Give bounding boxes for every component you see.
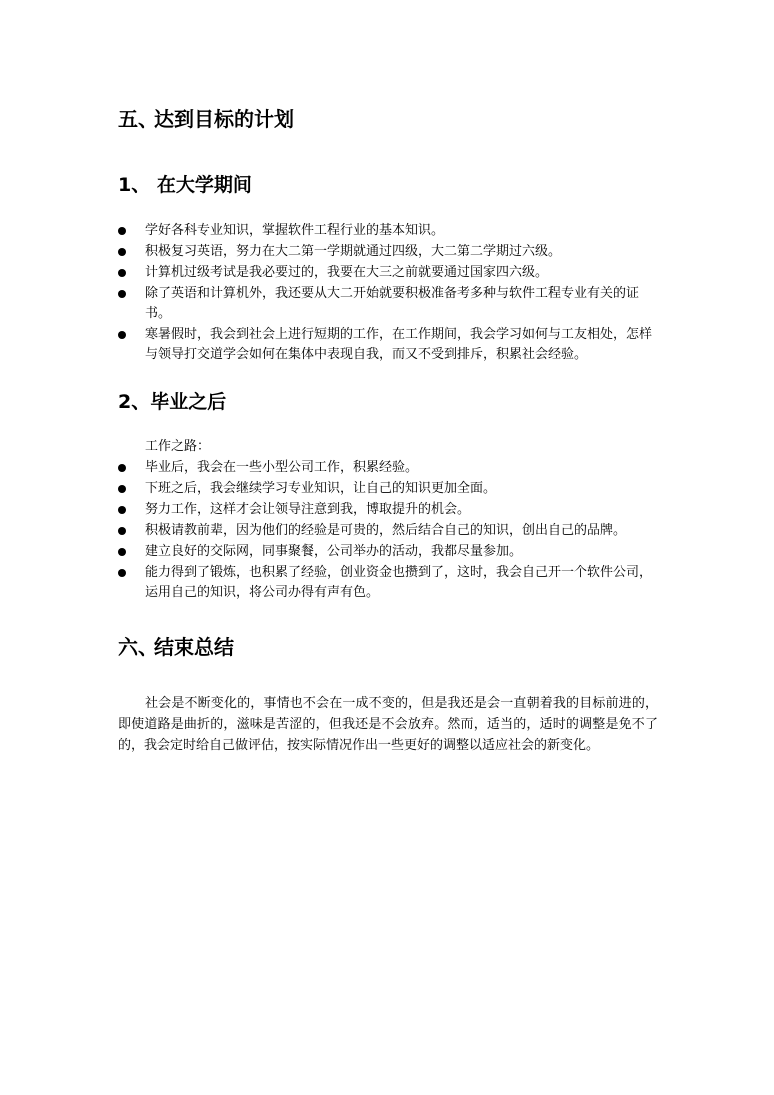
list-item-text: 计算机过级考试是我必要过的，我要在大三之前就要通过国家四六级。 [145, 265, 549, 280]
list-item [118, 221, 663, 241]
bullet-icon [118, 548, 126, 556]
bullet-icon [118, 569, 126, 577]
list-item-text: 毕业后，我会在一些小型公司工作，积累经验。 [145, 460, 419, 475]
after-graduation-list [118, 458, 663, 604]
bullet-icon [118, 227, 126, 235]
section-six-number: 六、 [118, 635, 158, 659]
bullet-icon [118, 464, 126, 472]
work-path-intro: 工作之路： [145, 439, 211, 454]
bullet-icon [118, 485, 126, 493]
section-five-number: 五、 [118, 107, 158, 131]
list-item [118, 521, 663, 541]
list-item [118, 325, 663, 365]
list-item-text: 除了英语和计算机外，我还要从大二开始就要积极准备考多种与软件工程专业有关的证书。 [145, 286, 640, 321]
list-item [118, 563, 663, 603]
university-plan-list [118, 221, 663, 366]
list-item [118, 479, 663, 499]
subsection-after-graduation-heading: 2、毕业之后 [118, 391, 227, 413]
list-item-text: 建立良好的交际网，同事聚餐，公司举办的活动，我都尽量参加。 [145, 544, 523, 559]
list-item [118, 284, 663, 324]
section-five-heading [118, 106, 294, 132]
bullet-icon [118, 527, 126, 535]
section-five-title: 达到目标的计划 [154, 107, 294, 131]
bullet-icon [118, 269, 126, 277]
list-item [118, 458, 663, 478]
list-item-text: 下班之后，我会继续学习专业知识，让自己的知识更加全面。 [145, 481, 497, 496]
list-item-text: 努力工作，这样才会让领导注意到我，博取提升的机会。 [145, 502, 471, 517]
list-item [118, 542, 663, 562]
list-item-text: 寒暑假时，我会到社会上进行短期的工作，在工作期间，我会学习如何与工友相处，怎样与领导打交道学会如何在集体中表现自我，而又不受到排斥，积累社会经验。 [145, 327, 653, 362]
bullet-icon [118, 290, 126, 298]
bullet-icon [118, 248, 126, 256]
list-item-text: 学好各科专业知识，掌握软件工程行业的基本知识。 [145, 223, 445, 238]
conclusion-paragraph: 社会是不断变化的，事情也不会在一成不变的，但是我还是会一直朝着我的目标前进的，即使道路是曲折的，滋味是苦涩的，但我还是不会放弃。然而，适当的，适时的调整是免不了的，我会定时给自己做评估，按实际情况作出一些更好的调整以适应社会的新变化。 [118, 696, 658, 753]
list-item [118, 500, 663, 520]
list-item-text: 积极复习英语，努力在大二第一学期就通过四级，大二第二学期过六级。 [145, 244, 562, 259]
section-six-title: 结束总结 [154, 635, 234, 659]
bullet-icon [118, 331, 126, 339]
subsection-university-heading: 1、 在大学期间 [118, 174, 252, 196]
list-item-text: 积极请教前辈，因为他们的经验是可贵的，然后结合自己的知识，创出自己的品牌。 [145, 523, 627, 538]
bullet-icon [118, 506, 126, 514]
list-item [118, 242, 663, 262]
list-item-text: 能力得到了锻炼，也积累了经验，创业资金也攒到了，这时，我会自己开一个软件公司，运用自己的知识，将公司办得有声有色。 [145, 565, 653, 600]
list-item [118, 263, 663, 283]
section-six-heading [118, 634, 234, 660]
